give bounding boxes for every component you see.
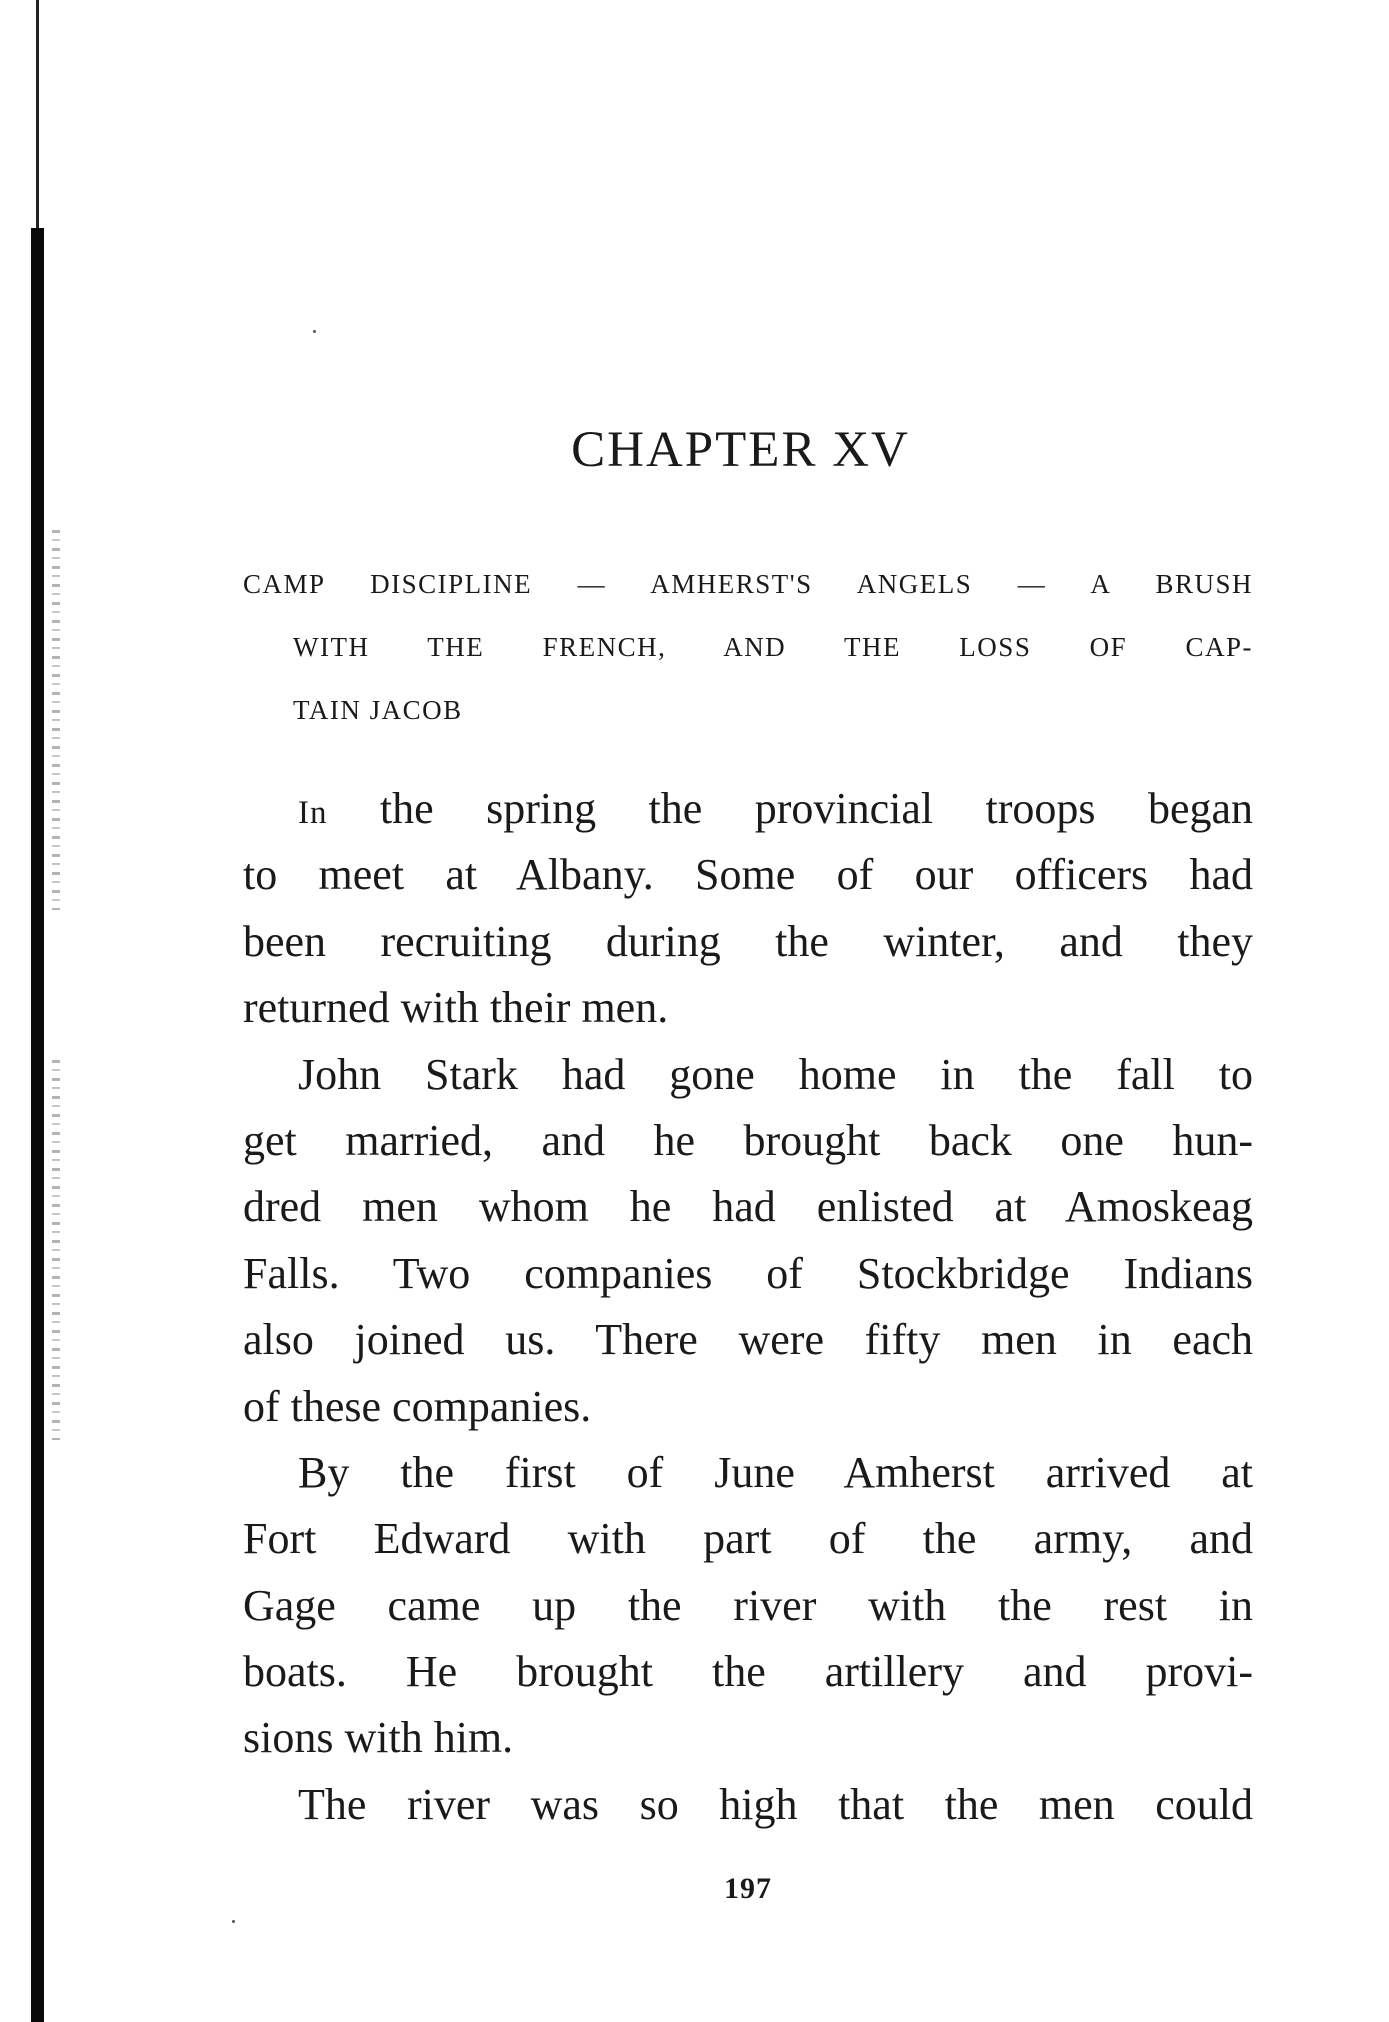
- body-line: Falls. Two companies of Stockbridge Indians: [243, 1248, 1253, 1298]
- body-line: returned with their men.: [243, 983, 669, 1033]
- body-line: By the first of June Amherst arrived at: [298, 1447, 1253, 1497]
- body-line: The river was so high that the men could: [298, 1779, 1253, 1829]
- synopsis-line: WITH THE FRENCH, AND THE LOSS OF CAP-: [293, 632, 1253, 662]
- binding-edge-thin: [36, 0, 39, 230]
- opening-capital: In: [298, 795, 328, 831]
- chapter-synopsis: [243, 553, 1253, 742]
- body-line: of these companies.: [243, 1381, 592, 1431]
- scan-speck: [313, 330, 316, 333]
- synopsis-line: TAIN JACOB: [293, 695, 463, 725]
- body-line: Gage came up the river with the rest in: [243, 1580, 1253, 1630]
- body-line: sions with him.: [243, 1713, 514, 1763]
- body-text: [243, 776, 1253, 1838]
- body-line: to meet at Albany. Some of our officers had: [243, 850, 1253, 900]
- body-line-text: the spring the provincial troops began: [327, 784, 1253, 833]
- scan-speck: [232, 1920, 235, 1923]
- body-line: Fort Edward with part of the army, and: [243, 1514, 1253, 1564]
- chapter-heading: CHAPTER XV: [571, 422, 910, 478]
- body-line: boats. He brought the artillery and provi-: [243, 1647, 1253, 1697]
- body-line: John Stark had gone home in the fall to: [298, 1049, 1253, 1099]
- binding-noise-upper: [52, 530, 60, 910]
- binding-edge-shadow: [31, 228, 44, 2022]
- binding-noise-lower: [52, 1060, 60, 1440]
- body-line: dred men whom he had enlisted at Amoskeag: [243, 1182, 1253, 1232]
- page-number: 197: [724, 1872, 772, 1905]
- synopsis-line: CAMP DISCIPLINE — AMHERST'S ANGELS — A BRUSH: [243, 569, 1253, 599]
- body-line: [243, 776, 1253, 842]
- body-line: also joined us. There were fifty men in each: [243, 1315, 1253, 1365]
- body-line: been recruiting during the winter, and they: [243, 916, 1253, 966]
- body-line: get married, and he brought back one hun-: [243, 1115, 1253, 1165]
